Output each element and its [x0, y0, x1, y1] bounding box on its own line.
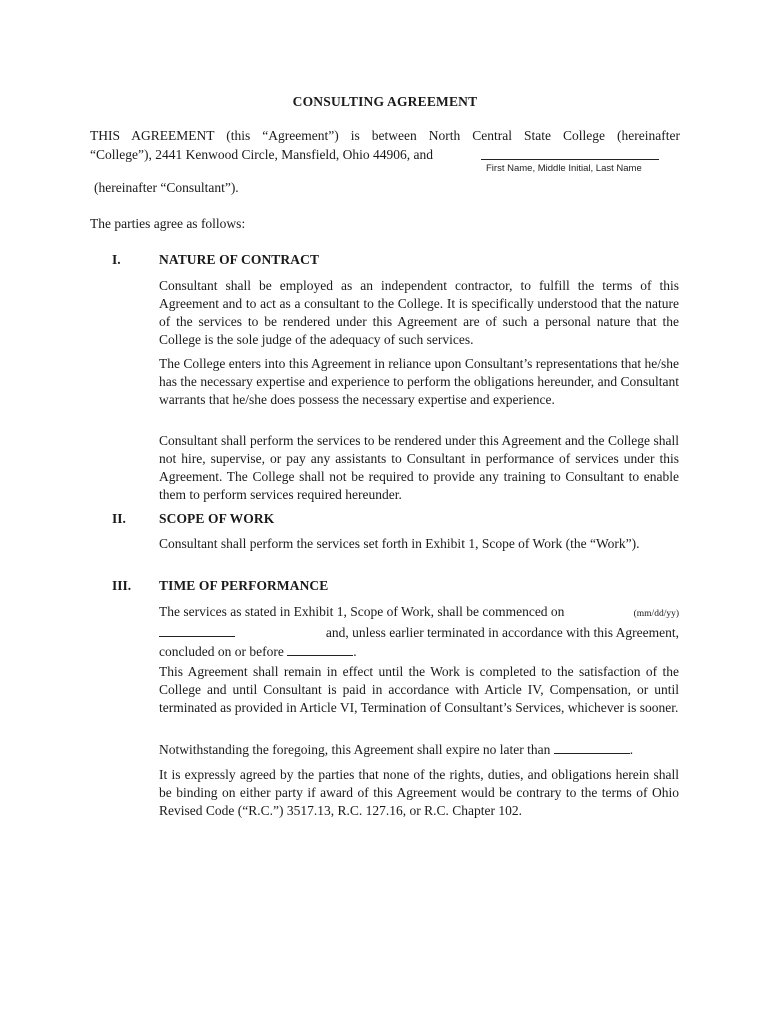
conclusion-period: . — [353, 644, 357, 659]
section-paragraph: The College enters into this Agreement in reliance upon Consultant’s representations that he/she has the necessary expertise and experience to perform the obligations hereunder, and Consultant warrants that he/she does possess the necessary expertise and experience. — [159, 356, 679, 407]
date-format-hint: (mm/dd/yy) — [633, 609, 679, 619]
expiration-paragraph — [159, 740, 679, 759]
section-number: I. — [112, 252, 121, 267]
conclusion-text: concluded on or before — [159, 644, 284, 659]
parties-intro: The parties agree as follows: — [90, 216, 246, 231]
section-heading: SCOPE OF WORK — [159, 511, 275, 526]
intro-line-2: “College”), 2441 Kenwood Circle, Mansfield, Ohio 44906, and — [90, 147, 434, 162]
commencement-paragraph — [159, 603, 679, 661]
start-date-field[interactable] — [159, 623, 235, 637]
consultant-name-field[interactable] — [481, 159, 659, 160]
section-heading: NATURE OF CONTRACT — [159, 252, 320, 267]
expiration-text: Notwithstanding the foregoing, this Agreement shall expire no later than — [159, 742, 551, 757]
section-paragraph: Consultant shall be employed as an independent contractor, to fulfill the terms of this Agreement and to act as a consultant to the College. It is specifically understood that the nature of the services to be rendered under this Agreement are of such a personal nature that the College is the sole judge of the adequacy of such services. — [159, 278, 679, 347]
commencement-text: The services as stated in Exhibit 1, Scope of Work, shall be commenced on — [159, 604, 565, 619]
section-number: II. — [112, 511, 126, 526]
section-paragraph: Consultant shall perform the services to be rendered under this Agreement and the College shall not hire, supervise, or pay any assistants to Consultant in performance of services under this Agreement. The College shall not be required to provide any training to Consultant to enable them to perform services required hereunder. — [159, 433, 679, 502]
document-title: CONSULTING AGREEMENT — [292, 94, 478, 109]
expiration-period: . — [629, 742, 634, 757]
consultant-name-caption: First Name, Middle Initial, Last Name — [486, 163, 642, 174]
section-heading: TIME OF PERFORMANCE — [159, 578, 329, 593]
section-paragraph: Consultant shall perform the services set forth in Exhibit 1, Scope of Work (the “Work”). — [159, 536, 640, 551]
ohio-code-paragraph: It is expressly agreed by the parties that none of the rights, duties, and obligations herein shall be binding on either party if award of this Agreement would be contrary to the terms of Ohio Revised Code (“R.C.”) 3517.13, R.C. 127.16, or R.C. Chapter 102. — [159, 767, 679, 818]
section-number: III. — [112, 578, 132, 593]
consultant-definition: (hereinafter “Consultant”). — [94, 180, 239, 195]
termination-text: and, unless earlier terminated in accordance with this Agreement, — [325, 625, 679, 640]
intro-line-1: THIS AGREEMENT (this “Agreement”) is between North Central State College (hereinafter — [90, 128, 680, 143]
expiration-date-field[interactable] — [554, 740, 630, 754]
effect-paragraph: This Agreement shall remain in effect until the Work is completed to the satisfaction of the College and until Consultant is paid in accordance with Article IV, Compensation, or until terminated as provided in Article VI, Termination of Consultant’s Services, whichever is sooner. — [159, 664, 679, 715]
end-date-field[interactable] — [287, 642, 353, 656]
